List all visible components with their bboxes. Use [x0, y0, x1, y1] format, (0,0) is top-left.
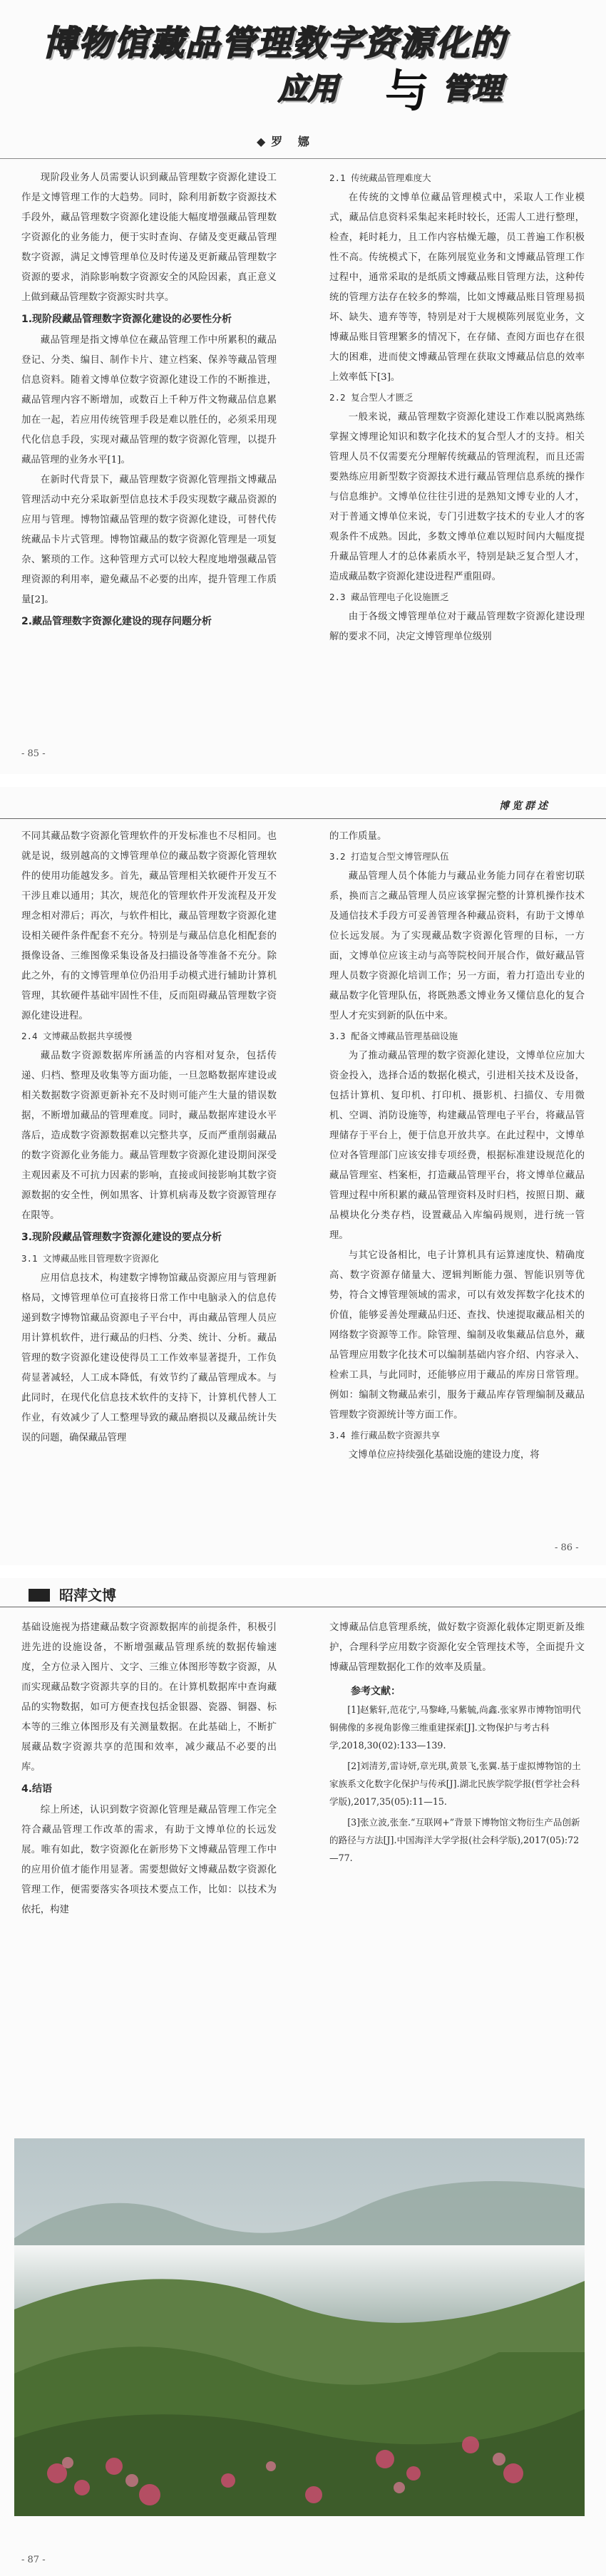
- subsection-heading: 3.3 配备文博藏品管理基础设施: [329, 1031, 458, 1041]
- subsection-heading: 2.3 藏品管理电子化设施匮乏: [329, 592, 449, 602]
- brand-logo-icon: [29, 1589, 50, 1602]
- journal-tag: 博览群述: [499, 800, 550, 812]
- paragraph: 不同其藏品数字资源化管理软件的开发标准也不尽相同。也就是说，级别越高的文博管理单位的藏品数字资源化管理软件的使用功能越发多。首先，藏品管理相关软硬件开发互不干涉且难以通用；其次，规范化的管理软件开发流程及开发理念相对滞后；再次，与软件相比，藏品管理数字资源化建设相关硬件条件配套不充分。特别是与藏品信息化相配套的摄像设备、三维图像采集设备及扫描设备等准备不充分。除此之外，有的文博管理单位仍沿用手动模式进行辅助计算机管理，其软硬件基础牢固性不佳，反而阻碍藏品管理数字资源化建设进程。: [21, 831, 277, 1021]
- reference-item: [2]刘清芳,雷诗妍,章光琪,黄景飞,张翼.基于虚拟博物馆的土家族系文化数字化保护与传承[J].湖北民族学院学报(哲学社会科学版),2017,35(05):11—15.: [329, 1761, 581, 1807]
- subsection-heading: 3.1 文博藏品账目管理数字资源化: [21, 1253, 159, 1264]
- landscape-illustration: [14, 2138, 585, 2516]
- paragraph: 藏品管理人员个体能力与藏品业务能力同存在着密切联系，换而言之藏品管理人员应该掌握完整的计算机操作技术及通信技术手段方可妥善管理各种藏品资料，有助于文博单位长远发展。为了实现藏品数字资源化管理的目标，一方面，文博单位应该主动与高等院校间开展合作，做好藏品管理人员数字资源化培训工作；另一方面，着力打造出专业的藏品数字化管理队伍，将既熟悉文博业务又懂信息化的复合型人才充实到新的队伍中来。: [329, 871, 585, 1021]
- subsection-heading: 3.4 推行藏品数字资源共享: [329, 1430, 441, 1441]
- paragraph: 文博单位应持续强化基础设施的建设力度，将: [348, 1450, 540, 1460]
- reference-item: [3]张立波,张奎.“互联网+”背景下博物馆文物衍生产品创新的路径与方法[J].中国海洋大学学报(社会科学版),2017(05):72—77.: [329, 1817, 580, 1863]
- paragraph: 文博藏品信息管理系统，做好数字资源化载体定期更新及维护，合理科学应用数字资源化安全管理技术等，全面提升文博藏品管理数据化工作的效率及质量。: [329, 1622, 585, 1673]
- page3-right-column: [329, 1618, 585, 1870]
- paragraph: 在新时代背景下，藏品管理数字资源化管理指文博藏品管理活动中充分采取新型信息技术手段实现数字藏品资源的应用与管理。博物馆藏品管理的数字资源化建设，可替代传统藏品卡片式管理。博物馆藏品的数字资源化管理是一项复杂、繁琐的工作。这种管理方式可以较大程度地增强藏品管理资源的利用率，避免藏品不必要的出库，提升管理工作质量[2]。: [21, 475, 277, 605]
- reference-item: [1]赵紫轩,范花宁,马黎峰,马紫毓,尚鑫.张家界市博物馆明代铜佛像的多视角影像三维重建探索[J].文物保护与考古科学,2018,30(02):133—139.: [329, 1704, 581, 1751]
- landscape-photo: [14, 2138, 585, 2516]
- article-title-amp: 与: [385, 65, 430, 117]
- page-separator: [0, 1565, 606, 1578]
- page-85: [0, 0, 606, 774]
- article-title-applied: 应用: [278, 71, 339, 106]
- paragraph: 藏品数字资源数据库所涵盖的内容相对复杂，包括传递、归档、整理及收集等方面功能，一旦忽略数据库建设或相关数据数字资源更新补充不及时则可能产生大量的错误数据，不断增加藏品的管理难度。同时，藏品数据库建设水平落后，造成数字资源数据难以完整共享，反而严重削弱藏品的数字资源化业务能力。藏品管理数字资源化建设期间深受主观因素及不可抗力因素的影响，直接或间接影响其数字资源数据的安全性，例如黑客、计算机病毒及数字资源管理存在限等。: [21, 1051, 277, 1221]
- journal-brand: [29, 1584, 116, 1604]
- page1-right-column: [329, 168, 585, 647]
- page2-left-column: [21, 827, 277, 1448]
- brand-name: 昭萍文博: [58, 1587, 116, 1604]
- section-heading: 4.结语: [21, 1783, 53, 1795]
- section-heading: 1.现阶段藏品管理数字资源化建设的必要性分析: [21, 314, 232, 325]
- subsection-heading: 2.2 复合型人才匮乏: [329, 392, 414, 403]
- paragraph: 综上所述，认识到数字资源化管理是藏品管理工作完全符合藏品管理工作改革的需求，有助于文博单位的长远发展。唯有如此，数字资源化在新形势下文博藏品管理工作中的应用价值才能作用显著。需要想做好文博藏品数字资源化管理工作，便需要落实各项技术要点工作，比如：以技术为依托，构建: [21, 1805, 277, 1915]
- page1-left-column: [21, 168, 277, 633]
- section-heading: 3.现阶段藏品管理数字资源化建设的要点分析: [21, 1232, 222, 1243]
- subsection-heading: 3.2 打造复合型文博管理队伍: [329, 851, 449, 862]
- title-rule: [0, 158, 606, 159]
- page-number: - 86 -: [555, 1542, 579, 1553]
- references-title: 参考文献：: [351, 1686, 401, 1697]
- subsection-heading: 2.4 文博藏品数据共享缓慢: [21, 1031, 133, 1041]
- paragraph: 由于各级文博管理单位对于藏品管理数字资源化建设理解的要求不同，决定文博管理单位级别: [329, 612, 585, 642]
- header-rule: [0, 818, 606, 819]
- page-86: [0, 787, 606, 1565]
- page-separator: [0, 774, 606, 787]
- article-title-management: 管理: [442, 71, 503, 106]
- page3-left-column: [21, 1618, 277, 1920]
- paragraph: 藏品管理是指文博单位在藏品管理工作中所累积的藏品登记、分类、编目、制作卡片、建立档案、保养等藏品管理信息资料。随着文博单位数字资源化建设工作的不断推进，藏品管理内容不断增加，或数百上千种万件文物藏品信息累加在一起，若应用传统管理手段是难以胜任的，必须采用现代化信息手段，实现对藏品管理的数字资源化管理，以提升藏品管理的业务水平[1]。: [21, 335, 277, 465]
- page2-right-column: [329, 827, 585, 1465]
- paragraph: 应用信息技术，构建数字博物馆藏品资源应用与管理新格局，文博管理单位可直接将日常工作中电脑录入的信息传递到数字博物馆藏品资源电子平台中，再由藏品管理人员应用计算机软件，进行藏品的归档、分类、统计、分析。藏品管理的数字资源化建设使得员工工作效率显著提升，工作负荷显著减轻，人工成本降低，有效节约了藏品管理成本。与此同时，在现代化信息技术软件的支持下，计算机代替人工作业，有效减少了人工整理导致的藏品磨损以及藏品统计失误的问题，确保藏品管理: [21, 1273, 277, 1443]
- paragraph: 基础设施视为搭建藏品数字资源数据库的前提条件，积极引进先进的设施设备，不断增强藏品管理系统的数据传输速度，全方位录入图片、文字、三维立体图形等数字资源，从而实现藏品数字资源共享的目的。在计算机数据库中查询藏品的实物数据，如可方便查找包括金银器、瓷器、铜器、标本等的三维立体图形及有关测量数据。在此基础上，不断扩展藏品数字资源共享的范围和效率，减少藏品不必要的出库。: [21, 1622, 277, 1773]
- article-title-line1: 博物馆藏品管理数字资源化的: [43, 24, 507, 63]
- paragraph: 与其它设备相比，电子计算机具有运算速度快、精确度高、数字资源存储量大、逻辑判断能力强、智能识别等优势，符合文博管理领域的需求，可以有效发挥数字化技术的价值，能够妥善处理藏品归还、查找、快速提取藏品相关的网络数字资源等工作。除管理、编制及收集藏品信息外，藏品管理应用数字化技术可以编制基础内容介绍、内容录入、检索工具，与此同时，还能够应用于藏品的库房日常管理。例如：编制文物藏品索引，服务于藏品库存管理编制及藏品管理数字资源统计等方面工作。: [329, 1250, 585, 1421]
- author-name: ◆罗 娜: [257, 135, 315, 148]
- section-heading: 2.藏品管理数字资源化建设的现存问题分析: [21, 616, 212, 627]
- page-number: - 85 -: [21, 748, 46, 759]
- paragraph: 的工作质量。: [329, 831, 387, 842]
- paragraph: 一般来说，藏品管理数字资源化建设工作难以脱离熟练掌握文博理论知识和数字化技术的复合型人才的支持。相关管理人员不仅需要充分理解传统藏品的管理流程，而且还需要熟练应用新型数字资源技术进行藏品管理信息系统的操作与信息维护。文博单位往往引进的是熟知文博专业的人才，对于普通文博单位来说，专门引进数字技术的专业人才的客观条件不成熟。因此，多数文博单位难以短时间内大幅度提升藏品管理人才的总体素质水平，特别是缺乏复合型人才，造成藏品数字资源化建设进程严重阻碍。: [329, 412, 585, 582]
- subsection-heading: 2.1 传统藏品管理难度大: [329, 172, 431, 183]
- paragraph: 现阶段业务人员需要认识到藏品管理数字资源化建设工作是文博管理工作的大趋势。同时，除利用新数字资源技术手段外，藏品管理数字资源化建设能大幅度增强藏品管理数字资源化的业务能力，便于实时查询、存储及变更藏品管理数字资源，满足文博管理单位及时传递及更新藏品管理数字资源的要求，消除影响数字资源安全的风险因素，真正意义上做到藏品管理数字资源实时共享。: [21, 172, 277, 303]
- paragraph: 为了推动藏品管理的数字资源化建设，文博单位应加大资金投入，选择合适的数据化模式，引进相关技术及设备，包括计算机、复印机、打印机、摄影机、扫描仪、专用微机、空调、消防设施等，构建藏品管理电子平台，将藏品管理储存于平台上，便于信息开放共享。在此过程中，文博单位对各管理部门应该安排专项经费，根据标准建设规范化的藏品管理室、档案柜，打造藏品管理平台，将文博单位藏品管理过程中所积累的藏品管理资料及时归档，按照日期、藏品模块化分类存档，设置藏品入库编码规则，进行统一管理。: [329, 1051, 585, 1241]
- page-number: - 87 -: [21, 2555, 46, 2565]
- paragraph: 在传统的文博单位藏品管理模式中，采取人工作业模式，藏品信息资料采集起来耗时较长，还需人工进行整理，检查，耗时耗力，且工作内容枯燥无趣，员工普遍工作积极性不高。传统模式下，在陈列展览业务和文博藏品管理工作过程中，通常采取的是纸质文博藏品账目管理方法，这种传统的管理方法存在较多的弊端，比如文博藏品账目管理易损坏、缺失、遗弃等等，特别是对于大规模陈列展览业务，文博藏品账目管理繁多的情况下，在存储、查阅方面也存在很大的困难，进而使文博藏品管理在获取文博藏品信息的效率上效率低下[3]。: [329, 192, 585, 383]
